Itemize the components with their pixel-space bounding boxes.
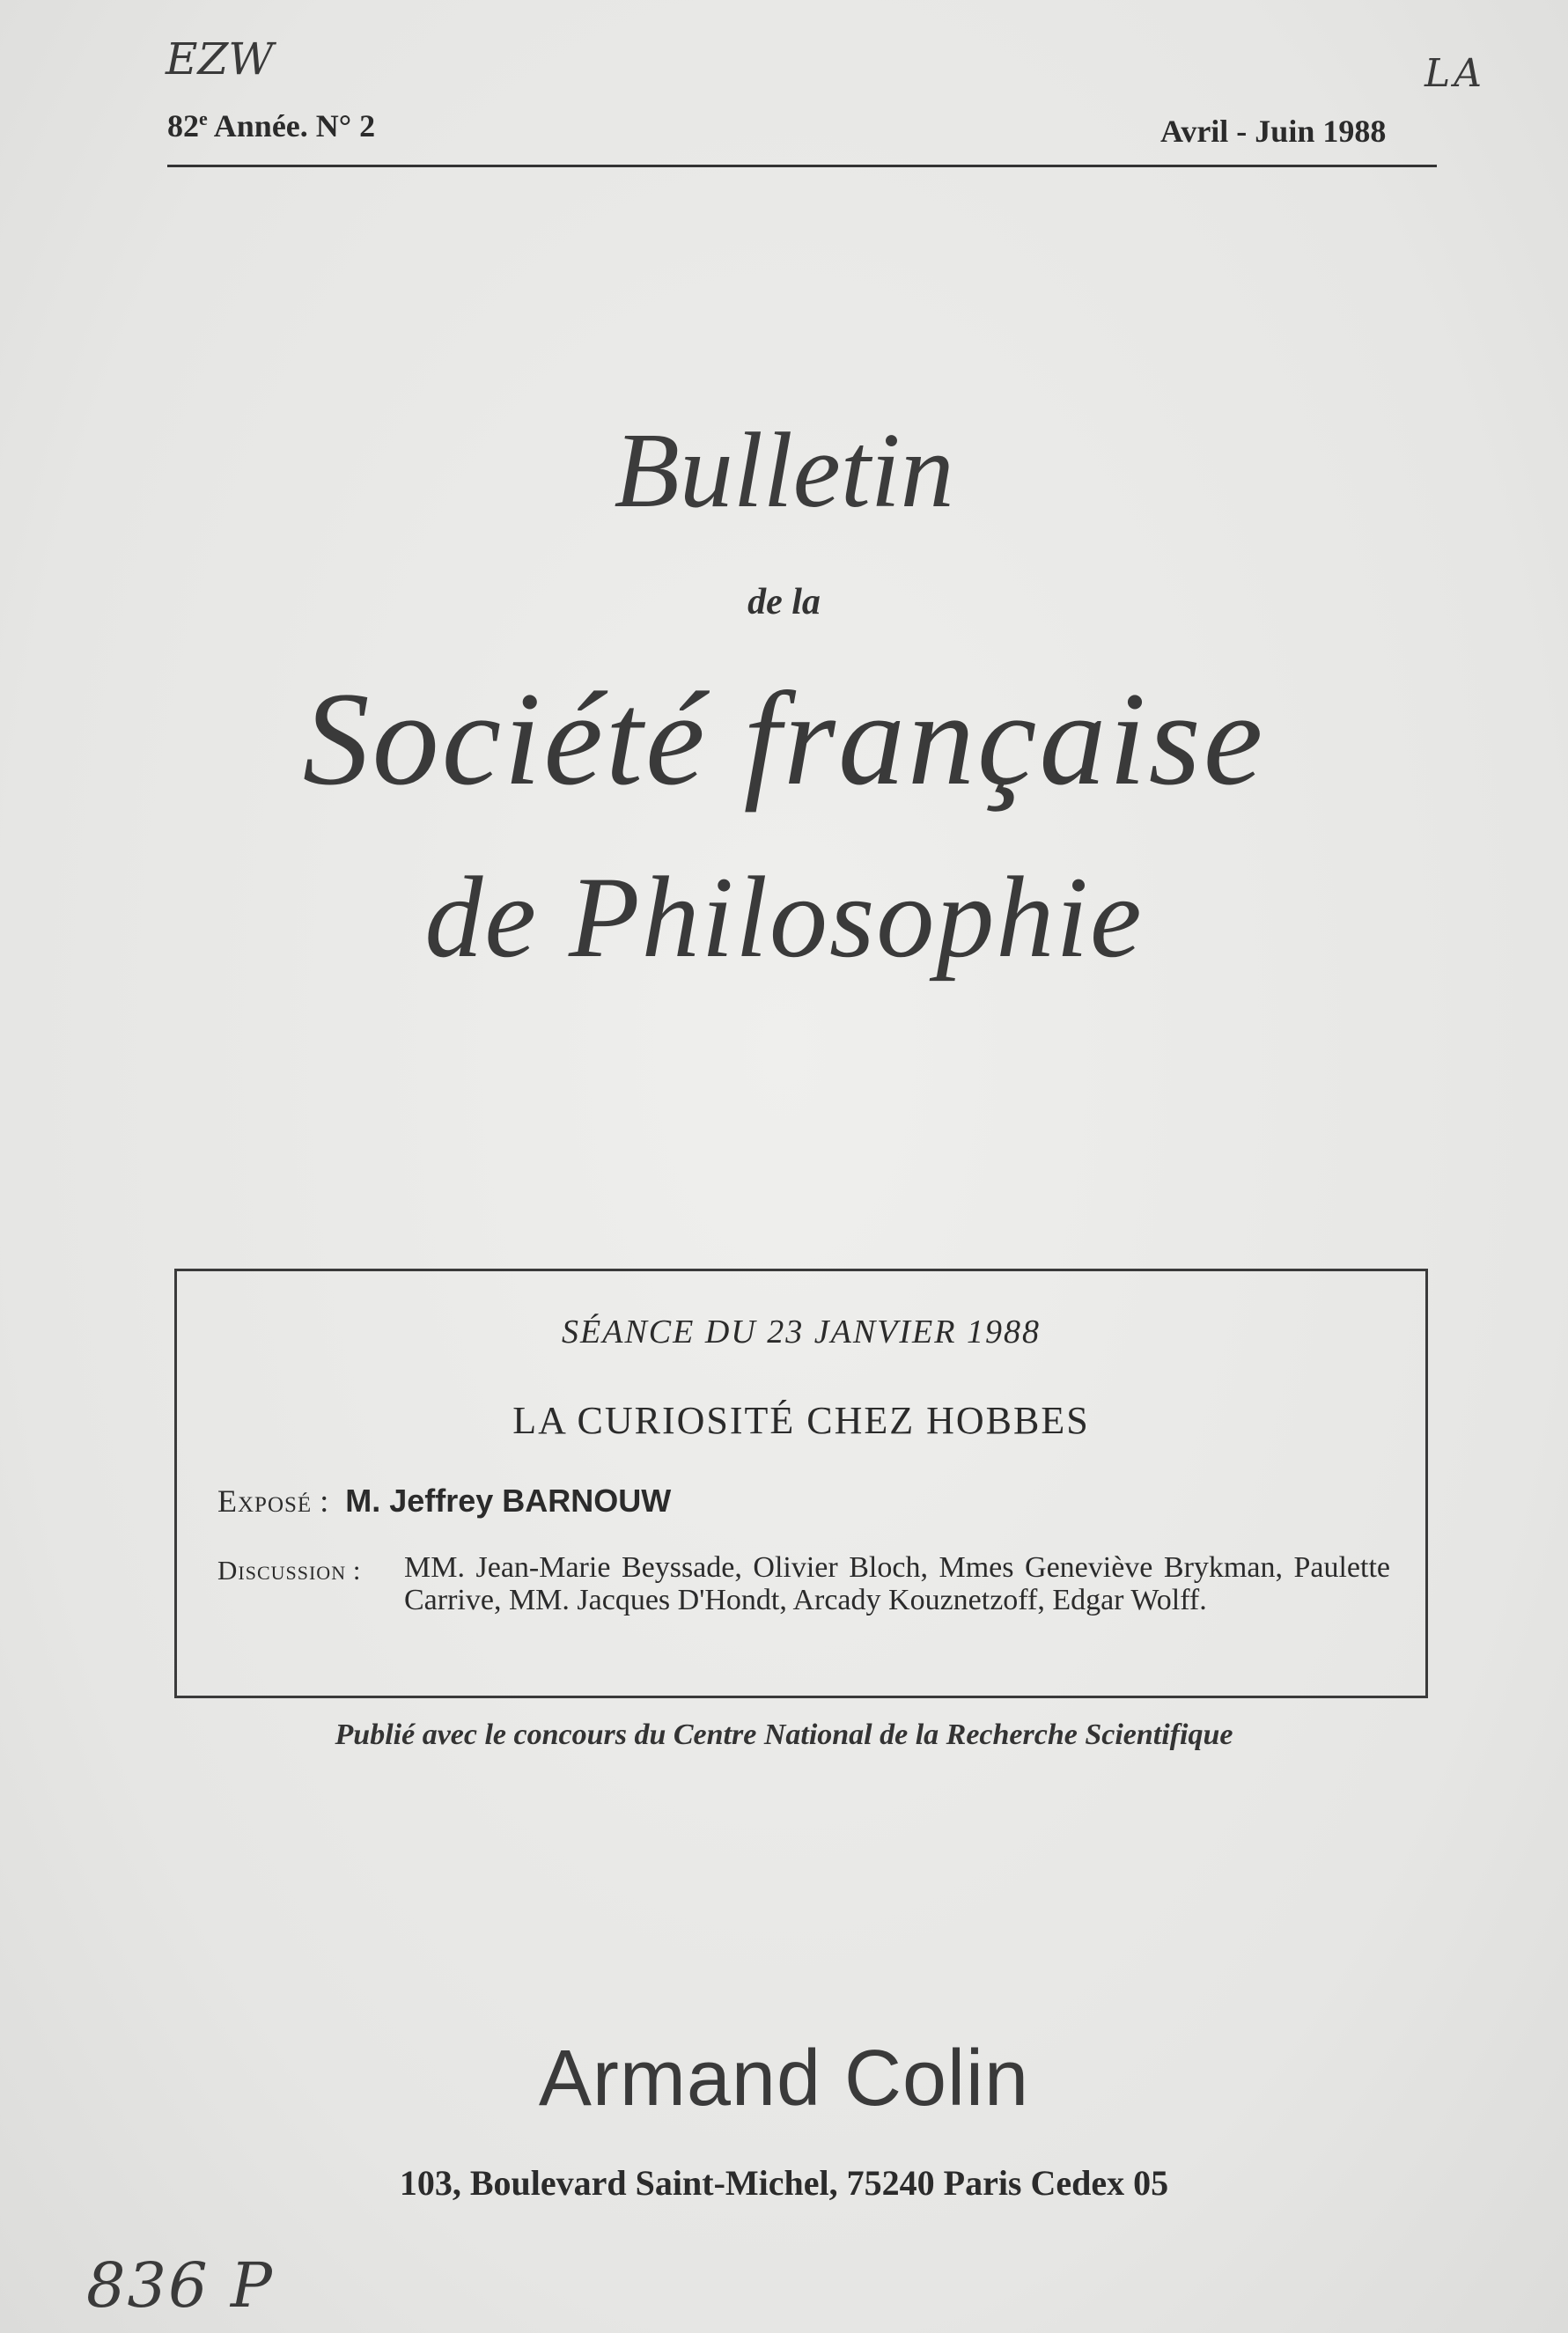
publisher-address: 103, Boulevard Saint-Michel, 75240 Paris Cedex 05 [399, 2163, 1169, 2203]
session-topic: LA CURIOSITÉ CHEZ HOBBES [512, 1399, 1090, 1442]
cnrs-support-note: Publié avec le concours du Centre National de la Recherche Scientifique [335, 1718, 1233, 1751]
title-bulletin: Bulletin [614, 411, 954, 530]
expose-label: Exposé [217, 1483, 313, 1519]
session-date: SÉANCE DU 23 JANVIER 1988 [562, 1314, 1041, 1350]
expose-line [217, 1483, 671, 1520]
discussion-separator: : [346, 1555, 361, 1586]
session-box [174, 1269, 1428, 1698]
expose-separator: : [312, 1483, 329, 1519]
issue-year-number: 82 [167, 108, 199, 144]
handwritten-note-bottom-left: 836 P [86, 2249, 274, 2322]
discussion-label: Discussion [217, 1555, 347, 1586]
discussion-label-line [217, 1555, 360, 1586]
title-philosophie: de Philosophie [424, 852, 1144, 982]
handwritten-note-top-left: EZW [166, 33, 274, 85]
header-rule [167, 165, 1437, 167]
discussion-participants: MM. Jean-Marie Beyssade, Olivier Bloch, Mmes Geneviève Brykman, Paulette Carrive, MM. Jacques D'Hondt, Arcady Kouznetzoff, Edgar Wolff. [404, 1551, 1390, 1616]
handwritten-note-top-right: LA [1424, 51, 1485, 96]
title-de-la: de la [747, 582, 821, 622]
issue-superscript: e [199, 107, 208, 129]
publisher-name: Armand Colin [538, 2035, 1030, 2123]
title-societe: Société française [302, 665, 1266, 813]
issue-date: Avril - Juin 1988 [1160, 114, 1387, 149]
issue-number [167, 107, 375, 144]
issue-rest: Année. N° 2 [207, 108, 376, 144]
speaker-name: M. Jeffrey BARNOUW [345, 1483, 672, 1519]
